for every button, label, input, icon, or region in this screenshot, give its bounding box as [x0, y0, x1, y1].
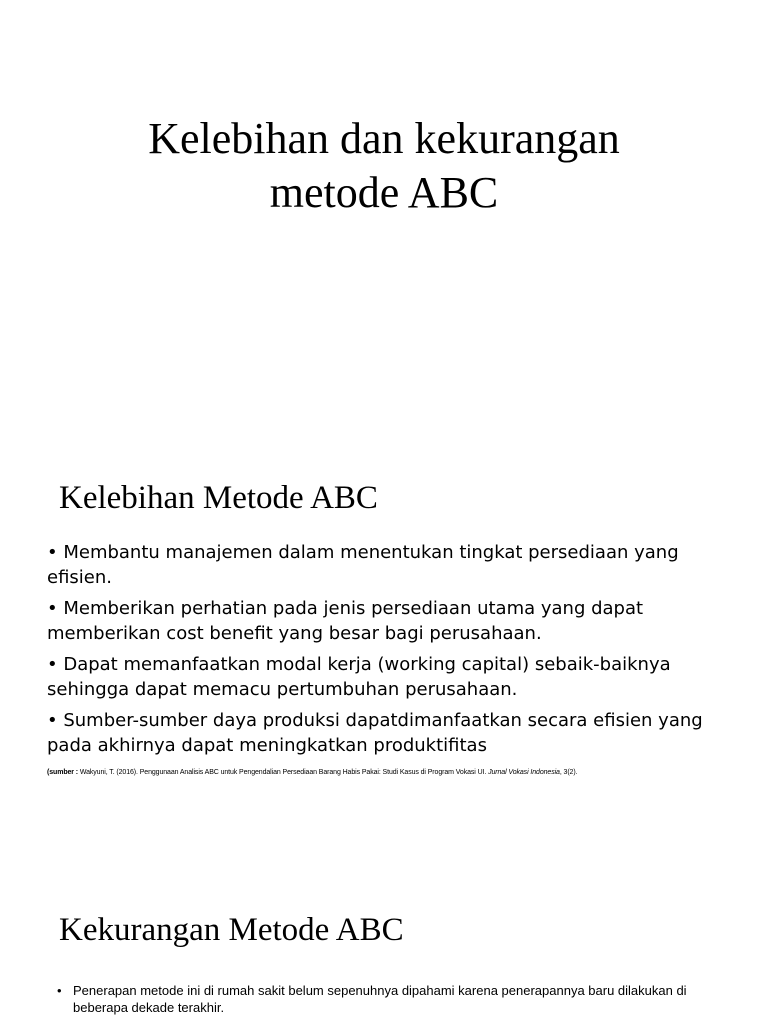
title-line-1: Kelebihan dan kekurangan [148, 114, 620, 163]
source-citation [47, 768, 747, 778]
disadvantages-heading: Kekurangan Metode ABC [59, 912, 404, 948]
source-tail: , 3(2). [559, 769, 578, 776]
advantage-item-2: • Memberikan perhatian pada jenis persediaan utama yang dapat memberikan cost benefit yang besar bagi perusahaan. [47, 598, 644, 644]
bullet-dot: • [57, 983, 62, 998]
title-slide [0, 0, 768, 440]
advantages-heading: Kelebihan Metode ABC [59, 480, 378, 516]
advantage-item-1: • Membantu manajemen dalam menentukan tingkat persediaan yang efisien. [47, 542, 679, 588]
page-title [0, 112, 768, 220]
advantages-list [47, 540, 737, 764]
advantage-item-3: • Dapat memanfaatkan modal kerja (working capital) sebaik-baiknya sehingga dapat memacu pertumbuhan perusahaan. [47, 654, 671, 700]
source-citation-text: Wakyuni, T. (2016). Penggunaan Analisis ABC untuk Pengendalian Persediaan Barang Habis Pakai: Studi Kasus di Program Vokasi UI. [79, 769, 489, 776]
title-line-2: metode ABC [269, 168, 499, 217]
disadvantages-list [57, 982, 717, 1016]
disadvantage-item-1 [57, 982, 717, 1016]
disadvantage-item-1-text: Penerapan metode ini di rumah sakit belum sepenuhnya dipahami karena penerapannya baru dilakukan di beberapa dekade terakhir. [73, 983, 687, 1015]
advantage-item-4: • Sumber-sumber daya produksi dapatdimanfaatkan secara efisien yang pada akhirnya dapat meningkatkan produktifitas [47, 710, 703, 756]
source-journal: Jurnal Vokasi Indonesia [488, 769, 560, 776]
source-label: (sumber : [47, 769, 80, 776]
